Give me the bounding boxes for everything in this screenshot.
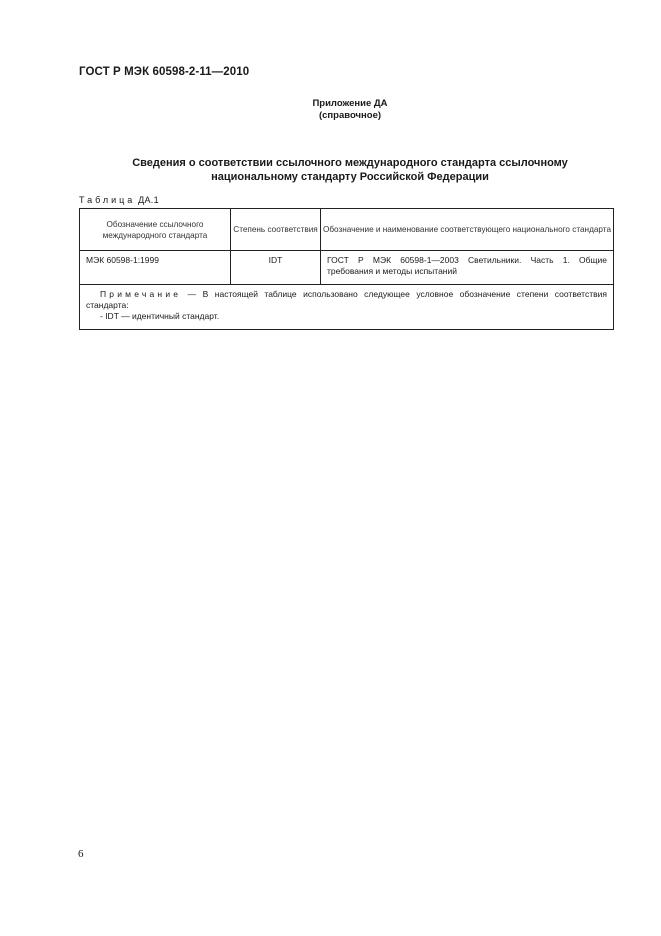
table-note [80, 285, 614, 330]
correspondence-table [79, 208, 614, 330]
page-number: 6 [78, 848, 84, 860]
header-international-standard: Обозначение ссылочного международного стандарта [80, 209, 231, 251]
note-list-item: - IDT — идентичный стандарт. [100, 311, 220, 321]
table-caption [79, 195, 159, 205]
table-caption-label: Таблица [79, 195, 136, 205]
table-row [80, 251, 614, 285]
note-text [86, 289, 607, 311]
appendix-type: (справочное) [318, 110, 382, 121]
note-label: Примечание [100, 289, 182, 299]
header-national-standard: Обозначение и наименование соответствующего национального стандарта [321, 209, 614, 251]
note-body: — В настоящей таблице использовано следующее условное обозначение степени соответствия стандарта: [86, 289, 607, 310]
section-title-line-1: Сведения о соответствии ссылочного международного стандарта ссылочному [132, 157, 568, 169]
section-title-line-2: национальному стандарту Российской Федерации [211, 171, 489, 183]
appendix-title: Приложение ДА [312, 98, 388, 109]
cell-national-standard: ГОСТ Р МЭК 60598-1—2003 Светильники. Часть 1. Общие требования и методы испытаний [321, 251, 614, 285]
table-note-row [80, 285, 614, 330]
table-caption-number: ДА.1 [138, 195, 159, 205]
section-title [0, 156, 661, 184]
cell-international-standard: МЭК 60598-1:1999 [80, 251, 231, 285]
appendix-heading [0, 98, 661, 122]
header-correspondence-degree: Степень соответствия [231, 209, 321, 251]
cell-correspondence-degree: IDT [231, 251, 321, 285]
document-code-header: ГОСТ Р МЭК 60598-2-11—2010 [79, 66, 250, 78]
table-header-row [80, 209, 614, 251]
